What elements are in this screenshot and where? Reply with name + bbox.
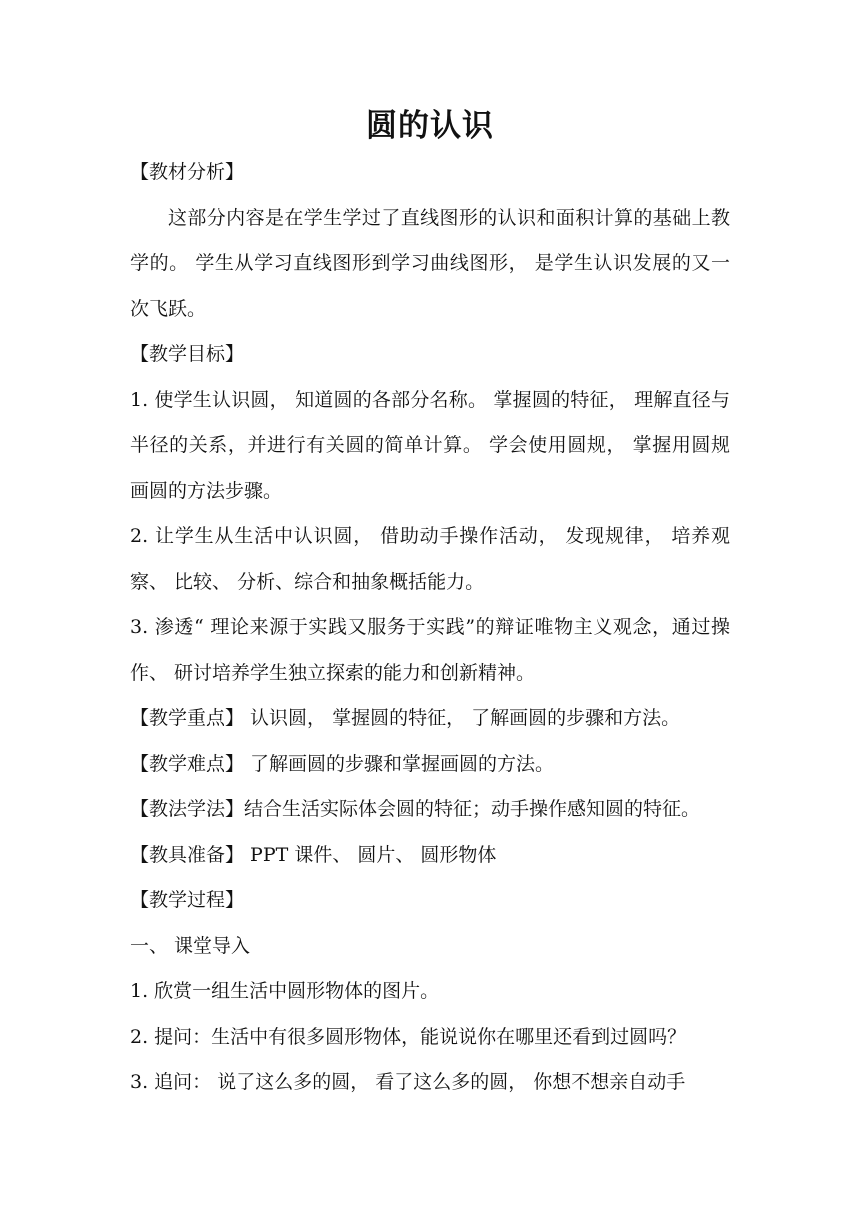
paragraph-methods: 【教法学法】结合生活实际体会圆的特征；动手操作感知圆的特征。 xyxy=(130,798,701,820)
section-heading-goals: 【教学目标】 xyxy=(130,343,245,365)
paragraph-key-points: 【教学重点】 认识圆， 掌握圆的特征， 了解画圆的步骤和方法。 xyxy=(130,707,681,729)
paragraph-goal-3: 3. 渗透“ 理论来源于实践又服务于实践”的辩证唯物主义观念，通过操作、 研讨培养学生独立探索的能力和创新精神。 xyxy=(130,616,730,684)
paragraph-material-analysis: 这部分内容是在学生学过了直线图形的认识和面积计算的基础上教学的。 学生从学习直线图形到学习曲线图形， 是学生认识发展的又一次飞跃。 xyxy=(130,206,730,320)
document-body xyxy=(130,150,730,1106)
section-heading-material: 【教材分析】 xyxy=(130,161,245,183)
paragraph-tools: 【教具准备】 PPT 课件、 圆片、 圆形物体 xyxy=(130,843,497,866)
section-heading-process: 【教学过程】 xyxy=(130,889,245,911)
paragraph-step-2: 2. 提问：生活中有很多圆形物体，能说说你在哪里还看到过圆吗？ xyxy=(130,1025,687,1048)
paragraph-goal-2: 2. 让学生从生活中认识圆， 借助动手操作活动， 发现规律， 培养观察、 比较、 分析、综合和抽象概括能力。 xyxy=(130,525,730,593)
paragraph-step-1: 1. 欣赏一组生活中圆形物体的图片。 xyxy=(130,980,440,1002)
paragraph-difficulties: 【教学难点】 了解画圆的步骤和掌握画圆的方法。 xyxy=(130,752,555,775)
subheading-intro: 一、 课堂导入 xyxy=(130,934,251,957)
paragraph-step-3: 3. 追问： 说了这么多的圆， 看了这么多的圆， 你想不想亲自动手 xyxy=(130,1071,686,1093)
paragraph-goal-1: 1. 使学生认识圆， 知道圆的各部分名称。 掌握圆的特征， 理解直径与半径的关系，并进行有关圆的简单计算。 学会使用圆规， 掌握用圆规画圆的方法步骤。 xyxy=(130,388,730,502)
document-title: 圆的认识 xyxy=(366,108,494,144)
